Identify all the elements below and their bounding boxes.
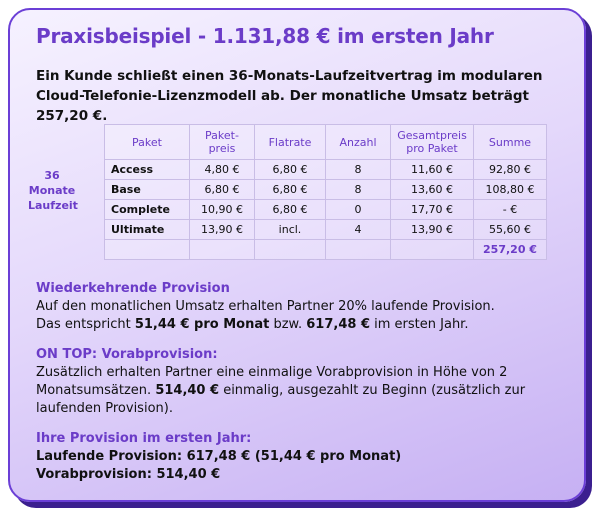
total-sum: 257,20 € xyxy=(474,240,547,260)
cell-paket: Access xyxy=(105,160,190,180)
ontop-text-pre: Zusätzlich erhalten Partner eine einmalige Vorabprovision in Höhe von 2 Monatsumsätzen. xyxy=(36,365,508,398)
monthly-amount: 51,44 € pro Monat xyxy=(134,317,270,332)
page-title: Praxisbeispiel - 1.131,88 € im ersten Jahr xyxy=(36,24,494,48)
header-anzahl: Anzahl xyxy=(326,125,391,160)
term-label-line-2: Monate xyxy=(28,184,76,197)
cell-gesamt: 17,70 € xyxy=(391,200,474,220)
empty-cell xyxy=(326,240,391,260)
table-header-row xyxy=(105,125,547,160)
yearly-amount: 617,48 € xyxy=(306,317,371,332)
cell-gesamt: 13,90 € xyxy=(391,220,474,240)
empty-cell xyxy=(105,240,190,260)
ontop-text-post: einmalig, ausgezahlt zu Beginn (zusätzlich zur laufenden Provision). xyxy=(36,383,526,416)
header-gesamtpreis-line-1: Gesamtpreis xyxy=(397,129,467,142)
table-row xyxy=(105,220,547,240)
recurring-text-pre: Das entspricht xyxy=(36,317,135,332)
ongoing-commission-line: Laufende Provision: 617,48 € (51,44 € pro Monat) xyxy=(36,449,402,464)
header-paketpreis-line-2: preis xyxy=(208,142,236,155)
first-year-heading: Ihre Provision im ersten Jahr: xyxy=(36,431,252,446)
recurring-line-2 xyxy=(36,316,536,334)
ontop-heading: ON TOP: Vorabprovision: xyxy=(36,347,218,362)
intro-text: Ein Kunde schließt einen 36-Monats-Laufzeitvertrag im modularen Cloud-Telefonie-Lizenzmodell ab. Der monatliche Umsatz beträgt 257,20 €. xyxy=(36,68,543,124)
cell-flatrate: 6,80 € xyxy=(255,160,326,180)
header-summe: Summe xyxy=(474,125,547,160)
recurring-heading: Wiederkehrende Provision xyxy=(36,281,230,296)
cell-gesamt: 11,60 € xyxy=(391,160,474,180)
recurring-text-mid: bzw. xyxy=(269,317,307,332)
cell-anzahl: 8 xyxy=(326,160,391,180)
cell-anzahl: 0 xyxy=(326,200,391,220)
cell-paket: Base xyxy=(105,180,190,200)
example-card xyxy=(8,8,586,502)
cell-summe: 55,60 € xyxy=(474,220,547,240)
recurring-line-1: Auf den monatlichen Umsatz erhalten Partner 20% laufende Provision. xyxy=(36,299,495,314)
header-paket: Paket xyxy=(105,125,190,160)
empty-cell xyxy=(255,240,326,260)
cell-paket: Complete xyxy=(105,200,190,220)
header-gesamtpreis xyxy=(391,125,474,160)
header-gesamtpreis-line-2: pro Paket xyxy=(406,142,458,155)
cell-gesamt: 13,60 € xyxy=(391,180,474,200)
cell-preis: 6,80 € xyxy=(190,180,255,200)
table-total-row xyxy=(105,240,547,260)
cell-preis: 10,90 € xyxy=(190,200,255,220)
first-year-commission-section xyxy=(36,430,536,484)
term-label xyxy=(28,168,76,213)
recurring-text-post: im ersten Jahr. xyxy=(370,317,469,332)
price-table xyxy=(104,124,547,260)
cell-paket: Ultimate xyxy=(105,220,190,240)
header-paketpreis xyxy=(190,125,255,160)
cell-anzahl: 4 xyxy=(326,220,391,240)
term-label-line-1: 36 xyxy=(44,169,60,182)
table-row xyxy=(105,160,547,180)
cell-preis: 4,80 € xyxy=(190,160,255,180)
cell-anzahl: 8 xyxy=(326,180,391,200)
ontop-section xyxy=(36,346,546,418)
cell-flatrate: incl. xyxy=(255,220,326,240)
table-row xyxy=(105,180,547,200)
header-paketpreis-line-1: Paket- xyxy=(205,129,239,142)
cell-summe: 92,80 € xyxy=(474,160,547,180)
header-flatrate: Flatrate xyxy=(255,125,326,160)
table-row xyxy=(105,200,547,220)
recurring-commission-section xyxy=(36,280,536,334)
cell-flatrate: 6,80 € xyxy=(255,200,326,220)
empty-cell xyxy=(190,240,255,260)
upfront-commission-line: Vorabprovision: 514,40 € xyxy=(36,467,221,482)
upfront-amount: 514,40 € xyxy=(155,383,220,398)
cell-flatrate: 6,80 € xyxy=(255,180,326,200)
cell-preis: 13,90 € xyxy=(190,220,255,240)
ontop-text xyxy=(36,364,546,418)
cell-summe: 108,80 € xyxy=(474,180,547,200)
term-label-line-3: Laufzeit xyxy=(28,199,78,212)
empty-cell xyxy=(391,240,474,260)
cell-summe: - € xyxy=(474,200,547,220)
